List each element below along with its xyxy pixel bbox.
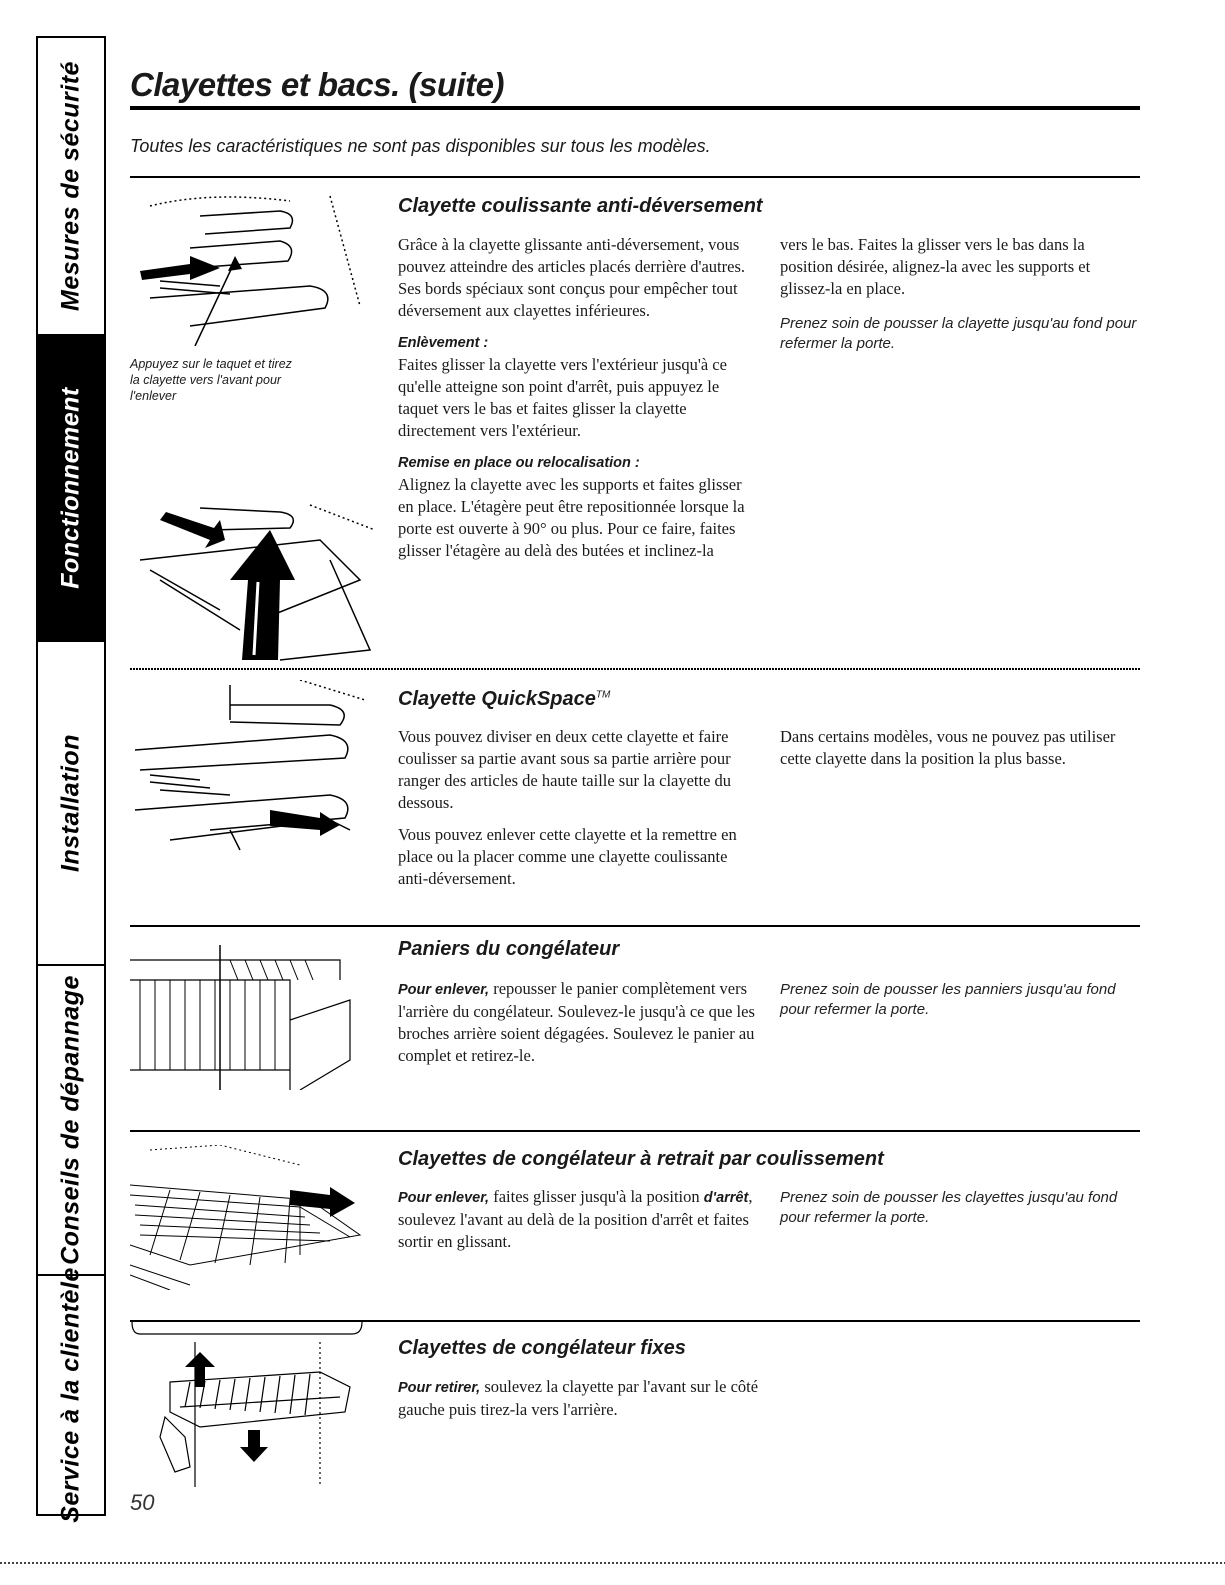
title-rule [130,106,1140,110]
section-body [398,1186,758,1263]
section-heading [398,688,610,711]
section-divider [130,925,1140,927]
lead-in: Pour enlever, [398,982,490,998]
trademark: TM [595,689,611,701]
subheading: Enlèvement : [398,335,489,351]
page-number: 50 [130,1490,155,1515]
paragraph-text: soulevez la clayette par l'avant sur le côté gauche puis tirez-la vers l'arrière. [398,1377,759,1419]
page-title: Clayettes et bacs. (suite) [130,66,504,103]
paragraph: Alignez la clayette avec les supports et faites glisser en place. L'étagère peut être repositionnée lorsque la porte est ouverte à 90° ou plus. Pour ce faire, faites glisser l'étagère au delà des butées et inclinez-la [398,475,745,560]
tab-service-a-la-clientele[interactable] [38,1267,104,1523]
subheading: Remise en place ou relocalisation : [398,455,640,471]
bottom-rule [0,1562,1225,1564]
paragraph-text: faites glisser jusqu'à la position [489,1187,704,1206]
section-heading: Clayettes de congélateur à retrait par coulissement [398,1148,884,1170]
paragraph-text: , soulevez l'avant au delà de la position d'arrêt et faites sortir en glissant. [398,1187,753,1251]
paragraph: Dans certains modèles, vous ne pouvez pas utiliser cette clayette dans la position la plus basse. [780,727,1116,768]
paragraph: Vous pouvez enlever cette clayette et la remettre en place ou la placer comme une clayette coulissante anti-déversement. [398,825,737,888]
section-body-col2 [780,234,1135,310]
quickspace-shelf-illustration [130,680,380,855]
tab-label: Installation [56,734,85,872]
tab-label: Service à la clientèle [56,1267,85,1523]
lead-in-2: d'arrêt [703,1190,749,1206]
heading-text: Clayette QuickSpace [398,688,596,710]
tab-fonctionnement[interactable] [38,336,104,642]
tab-mesures-de-securite[interactable] [38,38,104,336]
fixed-freezer-shelf-illustration [130,1322,370,1487]
section-body [398,1376,778,1431]
section-heading: Clayettes de congélateur fixes [398,1337,686,1359]
section-body-col2 [780,726,1140,780]
tab-conseils-de-depannage[interactable] [38,966,104,1276]
paragraph [398,1186,758,1253]
paragraph-text: repousser le panier complètement vers l'arrière du congélateur. Soulevez-le jusqu'à ce que les broches arrière soient dégagées. Soulevez le panier au complet et retirez-le. [398,979,755,1065]
tab-label: Fonctionnement [56,387,85,589]
paragraph: Vous pouvez diviser en deux cette clayette et faire coulisser sa partie avant sous sa partie arrière pour ranger des articles de haute taille sur la clayette du dessous. [398,727,732,812]
sliding-shelf-illustration [130,186,380,346]
sliding-freezer-shelf-illustration [130,1145,370,1290]
illustration-caption: Appuyez sur le taquet et tirez la clayette vers l'avant pour l'enlever [130,357,292,403]
intro-text: Toutes les caractéristiques ne sont pas disponibles sur tous les modèles. [130,136,711,156]
freezer-basket-illustration [130,940,360,1090]
section-body [398,978,758,1077]
sidebar-tabs [36,36,106,1523]
section-divider [130,668,1140,670]
paragraph [398,978,758,1067]
paragraph: vers le bas. Faites la glisser vers le bas dans la position désirée, alignez-la avec les supports et glissez-la en place. [780,235,1091,298]
lead-in: Pour enlever, [398,1190,490,1206]
note-text: Prenez soin de pousser les panniers jusqu'au fond pour refermer la porte. [780,981,1116,1018]
shelf-reposition-illustration [130,500,380,665]
section-divider [130,176,1140,178]
tab-label: Conseils de dépannage [56,975,85,1265]
note-text: Prenez soin de pousser la clayette jusqu'au fond pour refermer la porte. [780,315,1137,352]
section-body [398,234,750,572]
section-body [398,726,753,900]
lead-in: Pour retirer, [398,1380,481,1396]
section-heading: Clayette coulissante anti-déversement [398,195,763,217]
paragraph: Faites glisser la clayette vers l'extérieur jusqu'à ce qu'elle atteigne son point d'arrêt, puis appuyez le taquet vers le bas et faites glisser la clayette directement vers l'extérieur. [398,355,727,440]
tab-label: Mesures de sécurité [56,61,85,311]
tab-installation[interactable] [38,642,104,966]
note-text: Prenez soin de pousser les clayettes jusqu'au fond pour refermer la porte. [780,1189,1118,1226]
paragraph: Grâce à la clayette glissante anti-déversement, vous pouvez atteindre des articles placés derrière d'autres. Ses bords spéciaux sont conçus pour empêcher tout déversement aux clayettes inférieures. [398,235,746,320]
section-heading: Paniers du congélateur [398,938,620,960]
paragraph [398,1376,778,1421]
section-divider [130,1130,1140,1132]
